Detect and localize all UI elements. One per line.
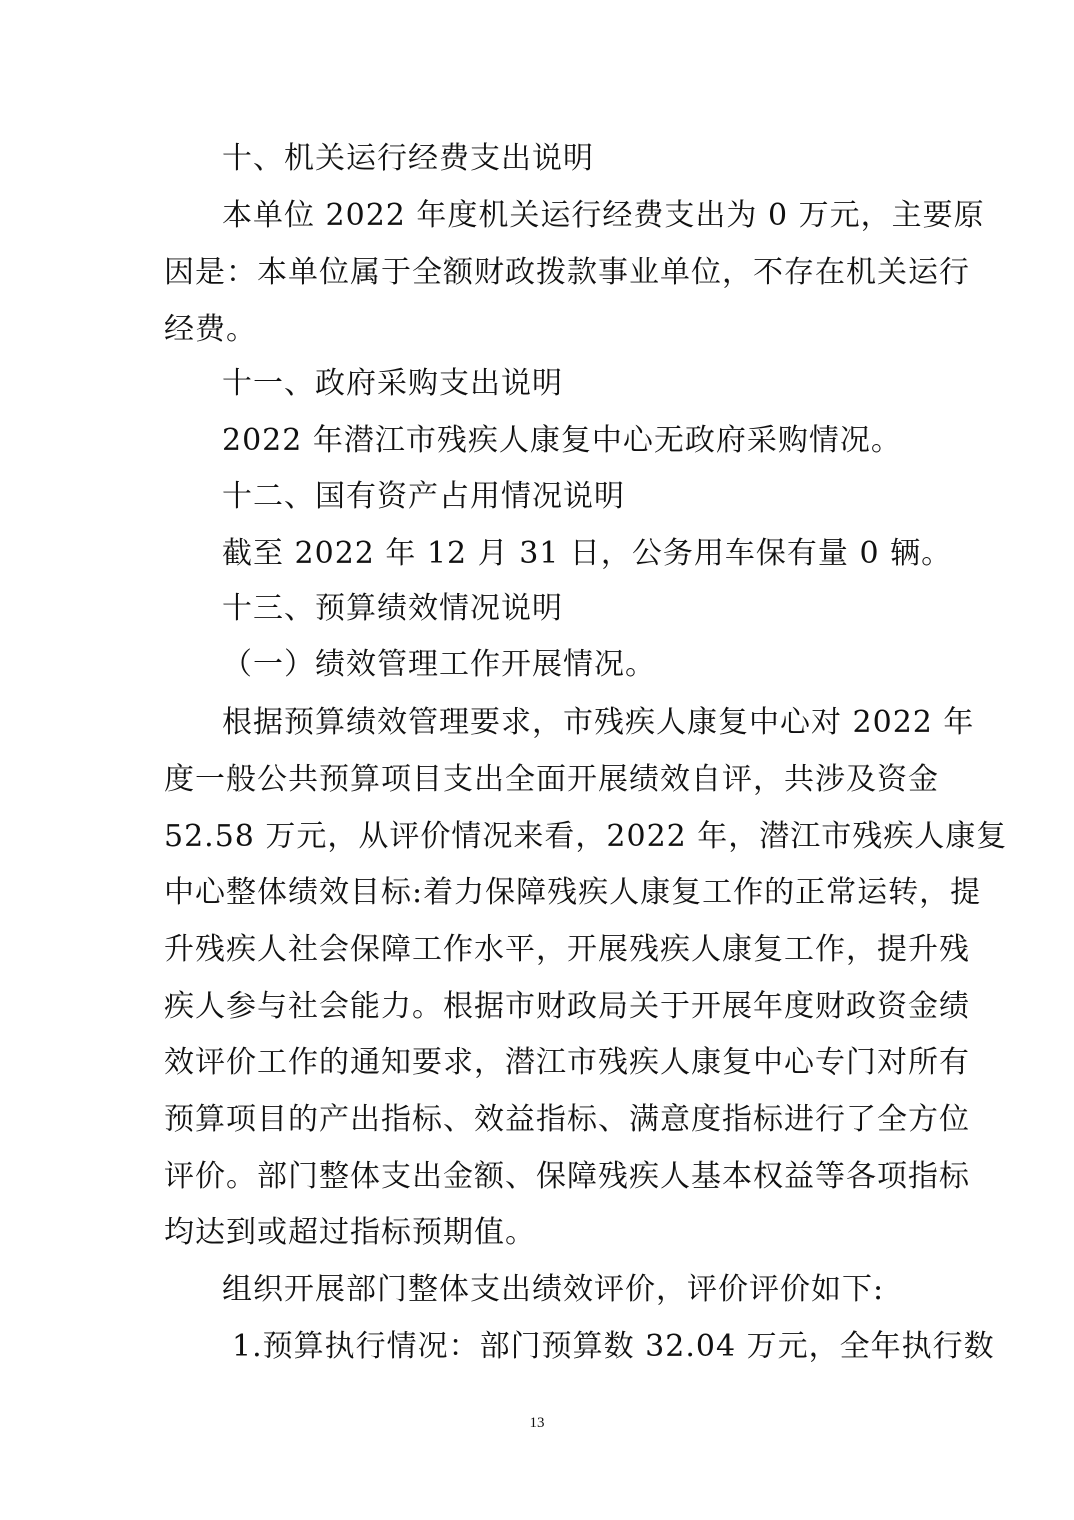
- paragraph-line: 均达到或超过指标预期值。: [164, 1215, 536, 1250]
- paragraph-line: 度一般公共预算项目支出全面开展绩效自评，共涉及资金: [164, 762, 939, 797]
- paragraph-line: 升残疾人社会保障工作水平，开展残疾人康复工作，提升残: [164, 932, 970, 967]
- paragraph-line: 52.58 万元，从评价情况来看，2022 年，潜江市残疾人康复: [164, 819, 1008, 854]
- paragraph-line: 预算项目的产出指标、效益指标、满意度指标进行了全方位: [164, 1102, 970, 1137]
- paragraph-line: 中心整体绩效目标:着力保障残疾人康复工作的正常运转，提: [164, 875, 982, 910]
- paragraph-line: 评价。部门整体支出金额、保障残疾人基本权益等各项指标: [164, 1159, 970, 1194]
- section-heading-12: 十二、国有资产占用情况说明: [222, 479, 625, 514]
- paragraph-line: 组织开展部门整体支出绩效评价，评价评价如下:: [222, 1272, 885, 1307]
- paragraph-line: 疾人参与社会能力。根据市财政局关于开展年度财政资金绩: [164, 989, 970, 1024]
- section-heading-10: 十、机关运行经费支出说明: [222, 141, 594, 176]
- paragraph-line: 截至 2022 年 12 月 31 日，公务用车保有量 0 辆。: [222, 536, 953, 571]
- list-item: 1.预算执行情况：部门预算数 32.04 万元，全年执行数: [232, 1329, 995, 1364]
- section-heading-13: 十三、预算绩效情况说明: [222, 591, 563, 626]
- paragraph-line: 本单位 2022 年度机关运行经费支出为 0 万元，主要原: [222, 198, 985, 233]
- page-number: 13: [529, 1415, 545, 1431]
- section-heading-11: 十一、政府采购支出说明: [222, 366, 563, 401]
- paragraph-line: 效评价工作的通知要求，潜江市残疾人康复中心专门对所有: [164, 1045, 970, 1080]
- paragraph-line: 2022 年潜江市残疾人康复中心无政府采购情况。: [222, 423, 902, 458]
- paragraph-line: 经费。: [164, 312, 257, 347]
- paragraph-line: 因是：本单位属于全额财政拨款事业单位，不存在机关运行: [164, 255, 970, 290]
- paragraph-line: 根据预算绩效管理要求，市残疾人康复中心对 2022 年: [222, 705, 975, 740]
- subsection-heading: （一）绩效管理工作开展情况。: [222, 647, 656, 682]
